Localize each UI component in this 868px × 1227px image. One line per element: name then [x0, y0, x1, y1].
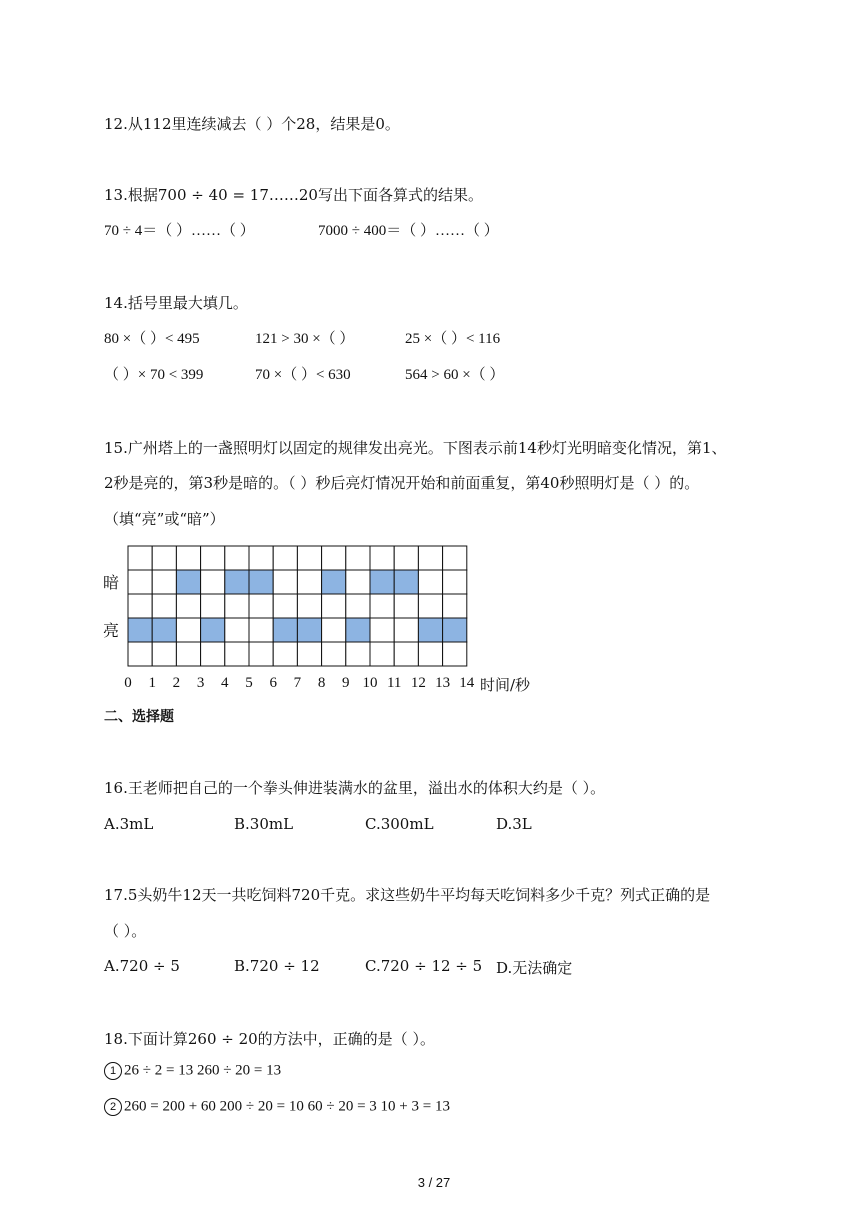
grid-cell [273, 642, 297, 666]
grid-cell [322, 546, 346, 570]
grid-cell [443, 546, 467, 570]
question-17-line-2: （ ）。 [104, 922, 147, 940]
grid-cell [346, 642, 370, 666]
method-2 [104, 1098, 450, 1116]
x-tick-label: 5 [245, 675, 253, 691]
dark-cell [322, 570, 346, 594]
circled-number: 2 [104, 1098, 122, 1116]
question-14-item: 25 ×（ ）< 116 [405, 331, 501, 347]
x-tick-label: 3 [196, 675, 205, 691]
x-tick-label: 1 [148, 675, 156, 691]
grid-cell [418, 642, 442, 666]
grid-cell [249, 642, 273, 666]
grid-cell [297, 570, 321, 594]
grid-cell [394, 618, 418, 642]
dark-cell [370, 570, 394, 594]
question-16-stem: 16.王老师把自己的一个拳头伸进装满水的盆里，溢出水的体积大约是（ ）。 [104, 779, 606, 797]
question-15-line-1: 15.广州塔上的一盏照明灯以固定的规律发出亮光。下图表示前14秒灯光明暗变化情况，第1、 [104, 439, 727, 457]
question-14-item: 564 > 60 ×（ ） [405, 367, 505, 383]
question-13-part-a: 70 ÷ 4＝（ ）……（ ） [104, 223, 255, 239]
time-axis-unit: 时间/秒 [480, 676, 531, 694]
bright-cell [201, 618, 225, 642]
grid-cell [346, 570, 370, 594]
x-tick-label: 10 [362, 675, 378, 691]
x-tick-label: 11 [386, 675, 402, 691]
grid-cell [394, 594, 418, 618]
grid-cell [152, 570, 176, 594]
grid-cell [152, 546, 176, 570]
grid-cell [297, 594, 321, 618]
grid-cell [225, 642, 249, 666]
grid-cell [201, 642, 225, 666]
x-tick-label: 14 [459, 675, 475, 691]
x-tick-label: 8 [317, 675, 326, 691]
option-a[interactable]: A.720 ÷ 5 [104, 957, 180, 975]
grid-cell [176, 546, 200, 570]
grid-cell [443, 570, 467, 594]
bright-cell [128, 618, 152, 642]
question-17-line-1: 17.5头奶牛12天一共吃饲料720千克。求这些奶牛平均每天吃饲料多少千克？列式正确的是 [104, 886, 711, 904]
x-tick-label: 4 [221, 675, 229, 691]
grid-cell [201, 570, 225, 594]
grid-cell [443, 594, 467, 618]
grid-cell [128, 570, 152, 594]
grid-cell [322, 594, 346, 618]
option-c[interactable]: C.720 ÷ 12 ÷ 5 [365, 957, 483, 975]
grid-cell [418, 546, 442, 570]
bright-cell [273, 618, 297, 642]
grid-cell [273, 546, 297, 570]
circled-number: 1 [104, 1062, 122, 1080]
grid-cell [176, 642, 200, 666]
grid-cell [322, 618, 346, 642]
dark-cell [176, 570, 200, 594]
grid-cell [394, 642, 418, 666]
grid-cell [418, 594, 442, 618]
grid-cell [128, 642, 152, 666]
grid-cell [346, 546, 370, 570]
grid-cell [249, 546, 273, 570]
grid-cell [152, 594, 176, 618]
grid-cell [418, 570, 442, 594]
page-number: 3 / 27 [417, 1175, 451, 1190]
option-b[interactable]: B.720 ÷ 12 [234, 957, 320, 975]
bright-cell [297, 618, 321, 642]
option-a[interactable]: A.3mL [104, 815, 154, 833]
question-12: 12.从112里连续减去（ ）个28，结果是0。 [104, 115, 400, 133]
bright-cell [346, 618, 370, 642]
dark-cell [249, 570, 273, 594]
question-15-line-3: （填“亮”或“暗”） [104, 510, 225, 528]
option-b[interactable]: B.30mL [234, 815, 294, 833]
question-14-item: 121 > 30 ×（ ） [255, 331, 355, 347]
grid-cell [370, 546, 394, 570]
x-tick-label: 2 [172, 675, 181, 691]
grid-cell [273, 594, 297, 618]
grid-cell [273, 570, 297, 594]
grid-cell [128, 594, 152, 618]
question-14-item: 80 ×（ ）< 495 [104, 331, 200, 347]
bright-cell [418, 618, 442, 642]
grid-cell [176, 618, 200, 642]
label-bright: 亮 [103, 621, 120, 640]
grid-cell [249, 594, 273, 618]
dark-cell [225, 570, 249, 594]
grid-cell [297, 642, 321, 666]
grid-cell [225, 594, 249, 618]
x-tick-label: 6 [269, 675, 277, 691]
grid-cell [322, 642, 346, 666]
grid-cell [394, 546, 418, 570]
option-c[interactable]: C.300mL [365, 815, 434, 833]
grid-cell [225, 546, 249, 570]
bright-cell [152, 618, 176, 642]
question-13-part-b: 7000 ÷ 400＝（ ）……（ ） [318, 223, 499, 239]
grid-cell [249, 618, 273, 642]
dark-cell [394, 570, 418, 594]
grid-cell [128, 546, 152, 570]
grid-cell [152, 642, 176, 666]
x-tick-label: 12 [410, 675, 426, 691]
label-dark: 暗 [103, 573, 120, 592]
grid-cell [201, 594, 225, 618]
grid-cell [297, 546, 321, 570]
x-tick-label: 9 [342, 675, 350, 691]
light-pattern-grid [127, 545, 469, 667]
bright-cell [443, 618, 467, 642]
grid-cell [370, 642, 394, 666]
question-15-line-2: 2秒是亮的，第3秒是暗的。（ ）秒后亮灯情况开始和前面重复，第40秒照明灯是（ ）的。 [104, 474, 700, 492]
grid-cell [176, 594, 200, 618]
question-14-item: （ ）× 70 < 399 [104, 367, 204, 383]
section-heading: 二、选择题 [104, 709, 174, 725]
grid-cell [443, 642, 467, 666]
question-13-stem: 13.根据700 ÷ 40 = 17……20写出下面各算式的结果。 [104, 186, 483, 204]
method-2-text: 260 = 200 + 60 200 ÷ 20 = 10 60 ÷ 20 = 3 10 + 3 = 13 [124, 1098, 450, 1115]
grid-cell [201, 546, 225, 570]
method-1-text: 26 ÷ 2 = 13 260 ÷ 20 = 13 [124, 1062, 282, 1079]
x-tick-label: 0 [124, 675, 132, 691]
method-1 [104, 1062, 281, 1080]
option-d[interactable]: D.无法确定 [496, 959, 573, 977]
grid-cell [370, 594, 394, 618]
question-18-stem: 18.下面计算260 ÷ 20的方法中，正确的是（ ）。 [104, 1030, 435, 1048]
option-d[interactable]: D.3L [496, 815, 532, 833]
x-tick-label: 7 [293, 675, 302, 691]
grid-cell [225, 618, 249, 642]
question-14-stem: 14.括号里最大填几。 [104, 294, 248, 312]
x-tick-label: 13 [435, 675, 451, 691]
grid-cell [370, 618, 394, 642]
grid-cell [346, 594, 370, 618]
question-14-item: 70 ×（ ）< 630 [255, 367, 351, 383]
